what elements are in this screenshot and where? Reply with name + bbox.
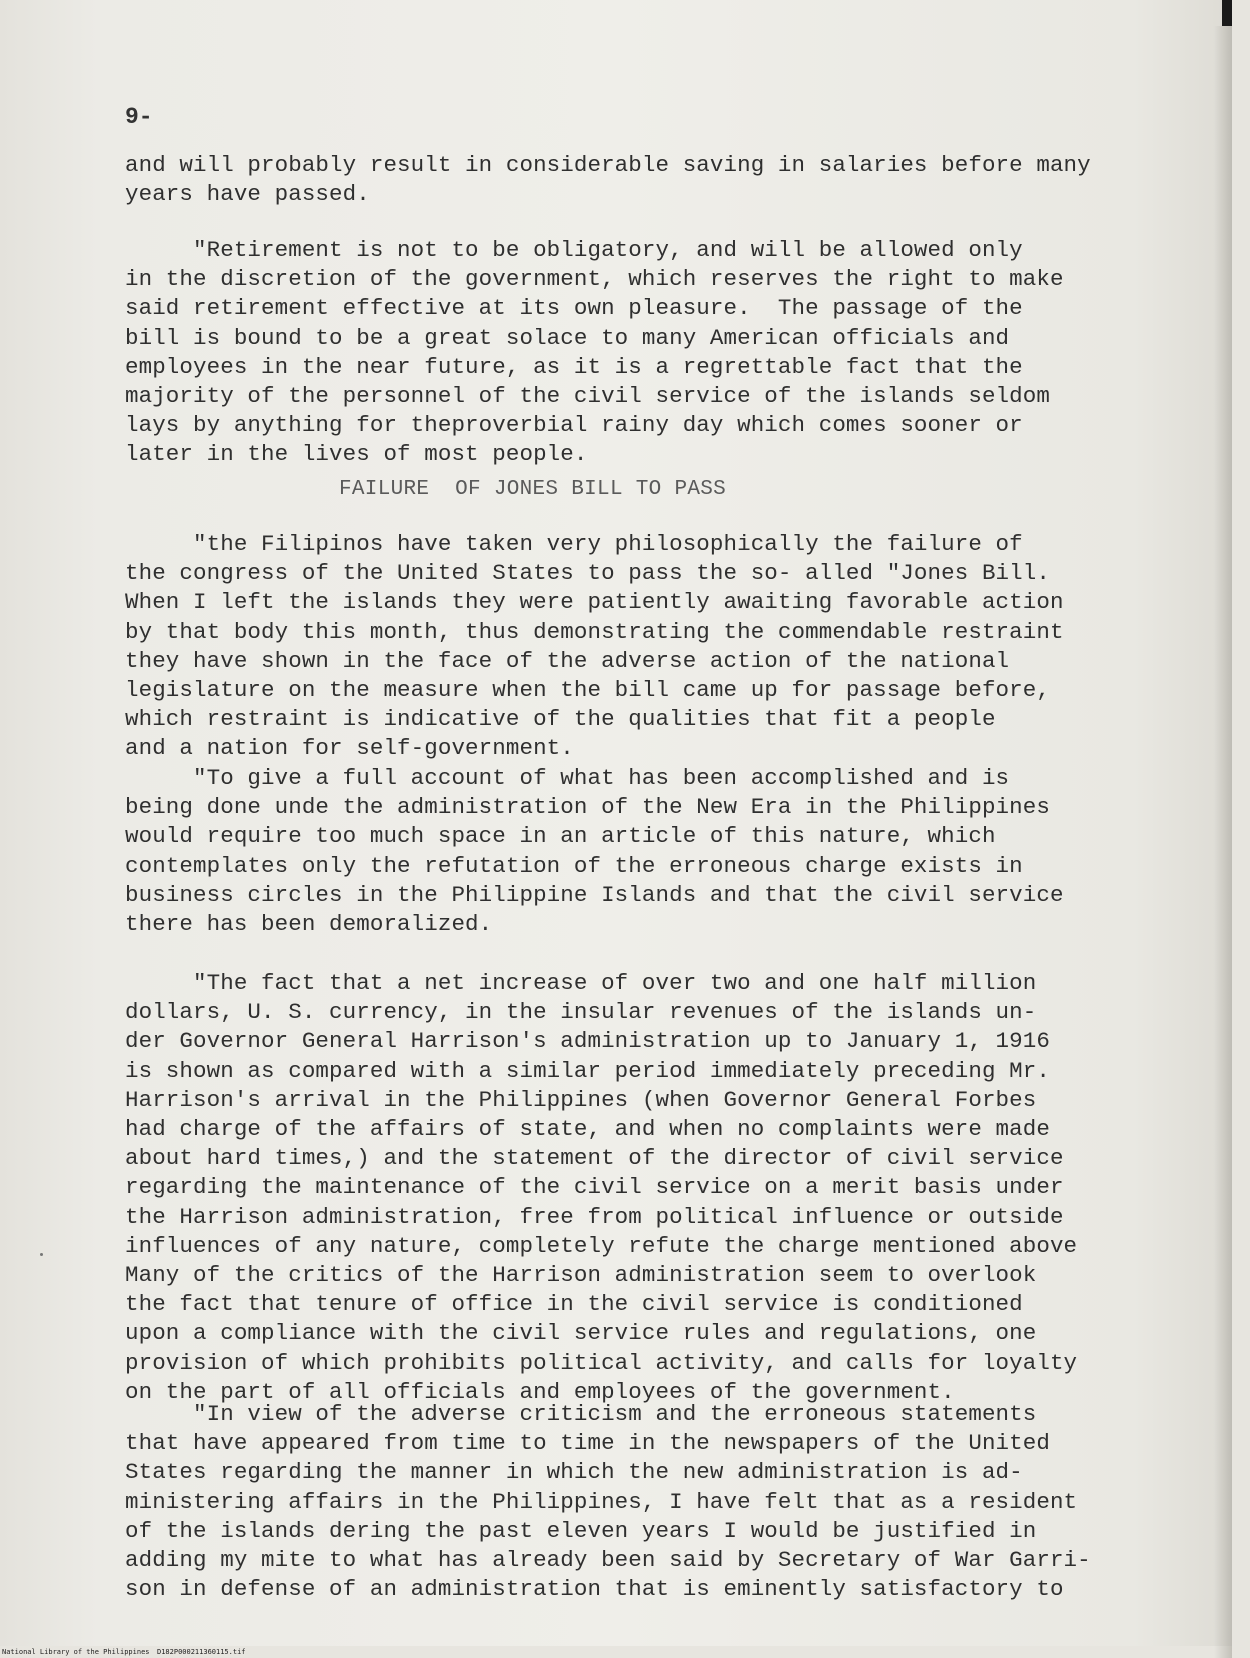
page-number: 9- — [125, 104, 153, 130]
page-edge-shadow — [1214, 26, 1232, 1658]
scan-edge-mark — [1222, 0, 1232, 26]
section-heading: FAILURE OF JONES BILL TO PASS — [339, 478, 727, 501]
scan-speck — [40, 1253, 43, 1256]
paragraph-3: "the Filipinos have taken very philosophically the failure of the congress of the United States to pass the so- alled "Jones Bill. When I left the islands they were patiently awaiting favorable action by that body this month, thus demonstrating the commendable restraint they have shown in the face of the adverse action of the national legislature on the measure when the bill came up for passage before, which restraint is indicative of the qualities that fit a people and a nation for self-government. — [125, 531, 1064, 762]
paragraph-1: and will probably result in considerable saving in salaries before many years have passed. — [125, 152, 1091, 208]
paragraph-5: "The fact that a net increase of over two and one half million dollars, U. S. currency, in the insular revenues of the islands un- der Governor General Harrison's administration up to January 1, 1916 is shown as compared with a similar period immediately preceding Mr. Harrison's arrival in the Philippines (when Governor General Forbes had charge of the affairs of state, and when no complaints were made about hard times,) and the statement of the director of civil service regarding the maintenance of the civil service on a merit basis under the Harrison administration, free from political influence or outside influences of any nature, completely refute the charge mentioned above Many of the critics of the Harrison administration seem to overlook the fact that tenure of office in the civil service is conditioned upon a compliance with the civil service rules and regulations, one provision of which prohibits political activity, and calls for loyalty on the part of all officials and employees of the government. — [125, 970, 1078, 1405]
footer-library: National Library of the Philippines — [2, 1648, 150, 1656]
paragraph-4: "To give a full account of what has been accomplished and is being done unde the administration of the New Era in the Philippines would require too much space in an article of this nature, which contemplates only the refutation of the erroneous charge exists in business circles in the Philippine Islands and that the civil service there has been demoralized. — [125, 765, 1064, 938]
paragraph-2: "Retirement is not to be obligatory, and will be allowed only in the discretion of the government, which reserves the right to make said retirement effective at its own pleasure. The passage of the bill is bound to be a great solace to many American officials and employees in the near future, as it is a regrettable fact that the majority of the personnel of the civil service of the islands seldom lays by anything for theproverbial rainy day which comes sooner or later in the lives of most people. — [125, 237, 1064, 468]
paragraph-6: "In view of the adverse criticism and the erroneous statements that have appeared from time to time in the newspapers of the United States regarding the manner in which the new administration is ad- ministering affairs in the Philippines, I have felt that as a resident of the islands dering the past eleven years I would be justified in adding my mite to what has already been said by Secretary of War Garri- son in defense of an administration that is eminently satisfactory to — [125, 1401, 1091, 1603]
footer-file-id: D182P000211360115.tif — [157, 1648, 246, 1656]
